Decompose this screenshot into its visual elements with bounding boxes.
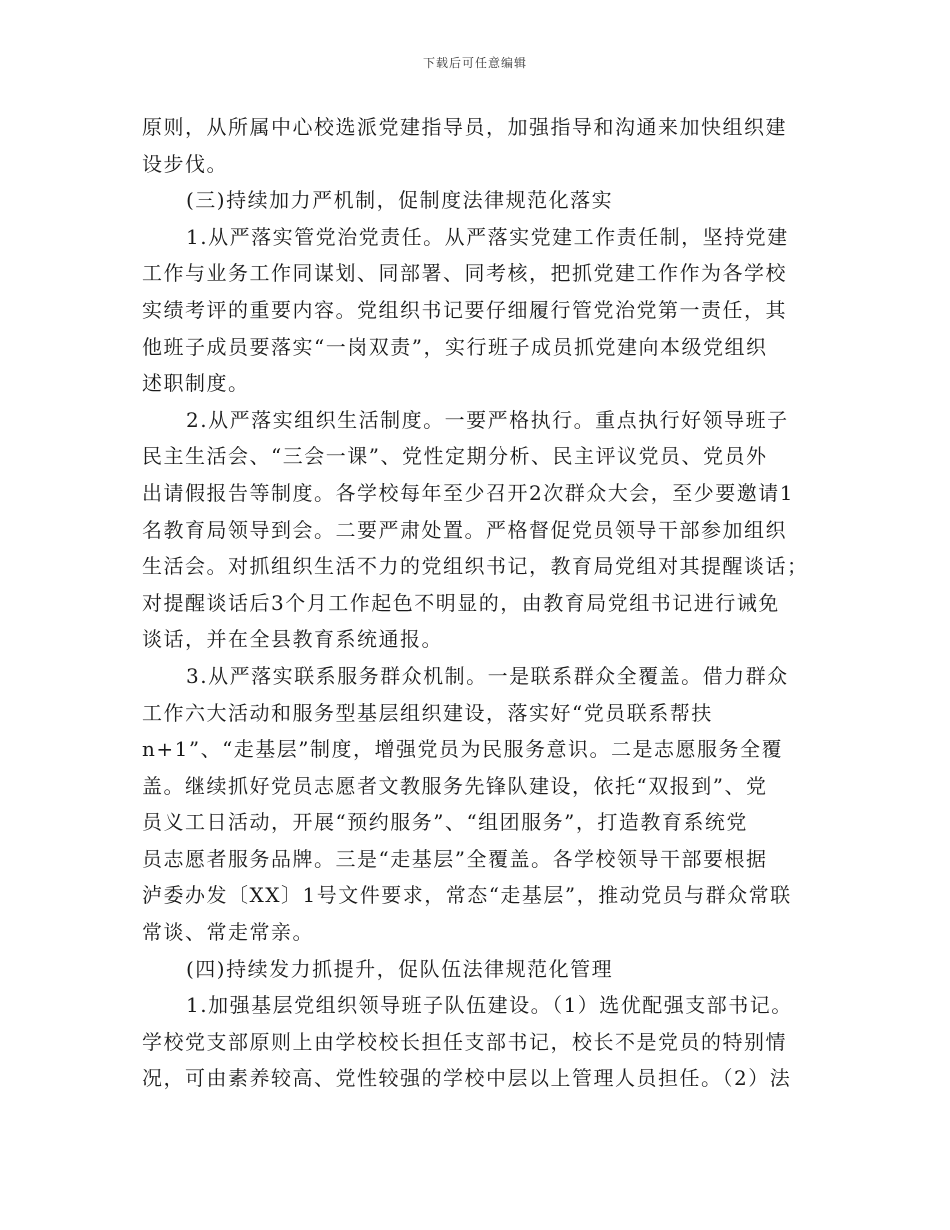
text-line: 民主生活会、“三会一课”、党性定期分析、民主评议党员、党员外 — [142, 444, 768, 469]
text-line: 设步伐。 — [142, 151, 228, 176]
text-line: 工作六大活动和服务型基层组织建设，落实好“党员联系帮扶 — [142, 700, 713, 725]
section-heading: (四)持续发力抓提升，促队伍法律规范化管理 — [186, 956, 614, 981]
text-line: 员志愿者服务品牌。三是“走基层”全覆盖。各学校领导干部要根据 — [142, 846, 768, 871]
text-line: 1.从严落实管党治党责任。从严落实党建工作责任制，坚持党建 — [186, 224, 789, 249]
text-line: 述职制度。 — [142, 371, 250, 396]
text-line: 出请假报告等制度。各学校每年至少召开2次群众大会，至少要邀请1 — [142, 480, 794, 505]
text-line: 3.从严落实联系服务群众机制。一是联系群众全覆盖。借力群众 — [186, 663, 789, 688]
text-line: 工作与业务工作同谋划、同部署、同考核，把抓党建工作作为各学校 — [142, 261, 787, 286]
text-line: 原则，从所属中心校选派党建指导员，加强指导和沟通来加快组织建 — [142, 115, 787, 139]
text-line: 对提醒谈话后3个月工作起色不明显的，由教育局党组书记进行诫免 — [142, 590, 780, 615]
text-line: 常谈、常走常亲。 — [142, 920, 314, 945]
text-line: 谈话，并在全县教育系统通报。 — [142, 627, 443, 652]
text-line: 况，可由素养较高、党性较强的学校中层以上管理人员担任。（2）法 — [142, 1066, 792, 1091]
body-text — [142, 109, 810, 1097]
section-heading: (三)持续加力严机制，促制度法律规范化落实 — [186, 188, 614, 213]
text-line: n+1”、“走基层”制度，增强党员为民服务意识。二是志愿服务全覆 — [142, 737, 784, 762]
text-line: 2.从严落实组织生活制度。一要严格执行。重点执行好领导班子 — [186, 407, 789, 432]
text-line: 实绩考评的重要内容。党组织书记要仔细履行管党治党第一责任，其 — [142, 297, 787, 322]
text-line: 生活会。对抓组织生活不力的党组织书记，教育局党组对其提醒谈话； — [142, 554, 809, 579]
text-line: 他班子成员要落实“一岗双责”，实行班子成员抓党建向本级党组织 — [142, 334, 768, 359]
text-line: 员义工日活动，开展“预约服务”、“组团服务”，打造教育系统党 — [142, 810, 748, 835]
text-line: 泸委办发〔XX〕1号文件要求，常态“走基层”，推动党员与群众常联 — [142, 883, 792, 908]
header-note: 下载后可任意编辑 — [422, 56, 527, 70]
text-line: 学校党支部原则上由学校校长担任支部书记，校长不是党员的特别情 — [142, 1029, 787, 1054]
text-line: 盖。继续抓好党员志愿者文教服务先锋队建设，依托“双报到”、党 — [142, 773, 768, 798]
text-line: 1.加强基层党组织领导班子队伍建设。（1）选优配强支部书记。 — [186, 993, 793, 1018]
text-line: 名教育局领导到会。二要严肃处置。严格督促党员领导干部参加组织 — [142, 517, 787, 542]
